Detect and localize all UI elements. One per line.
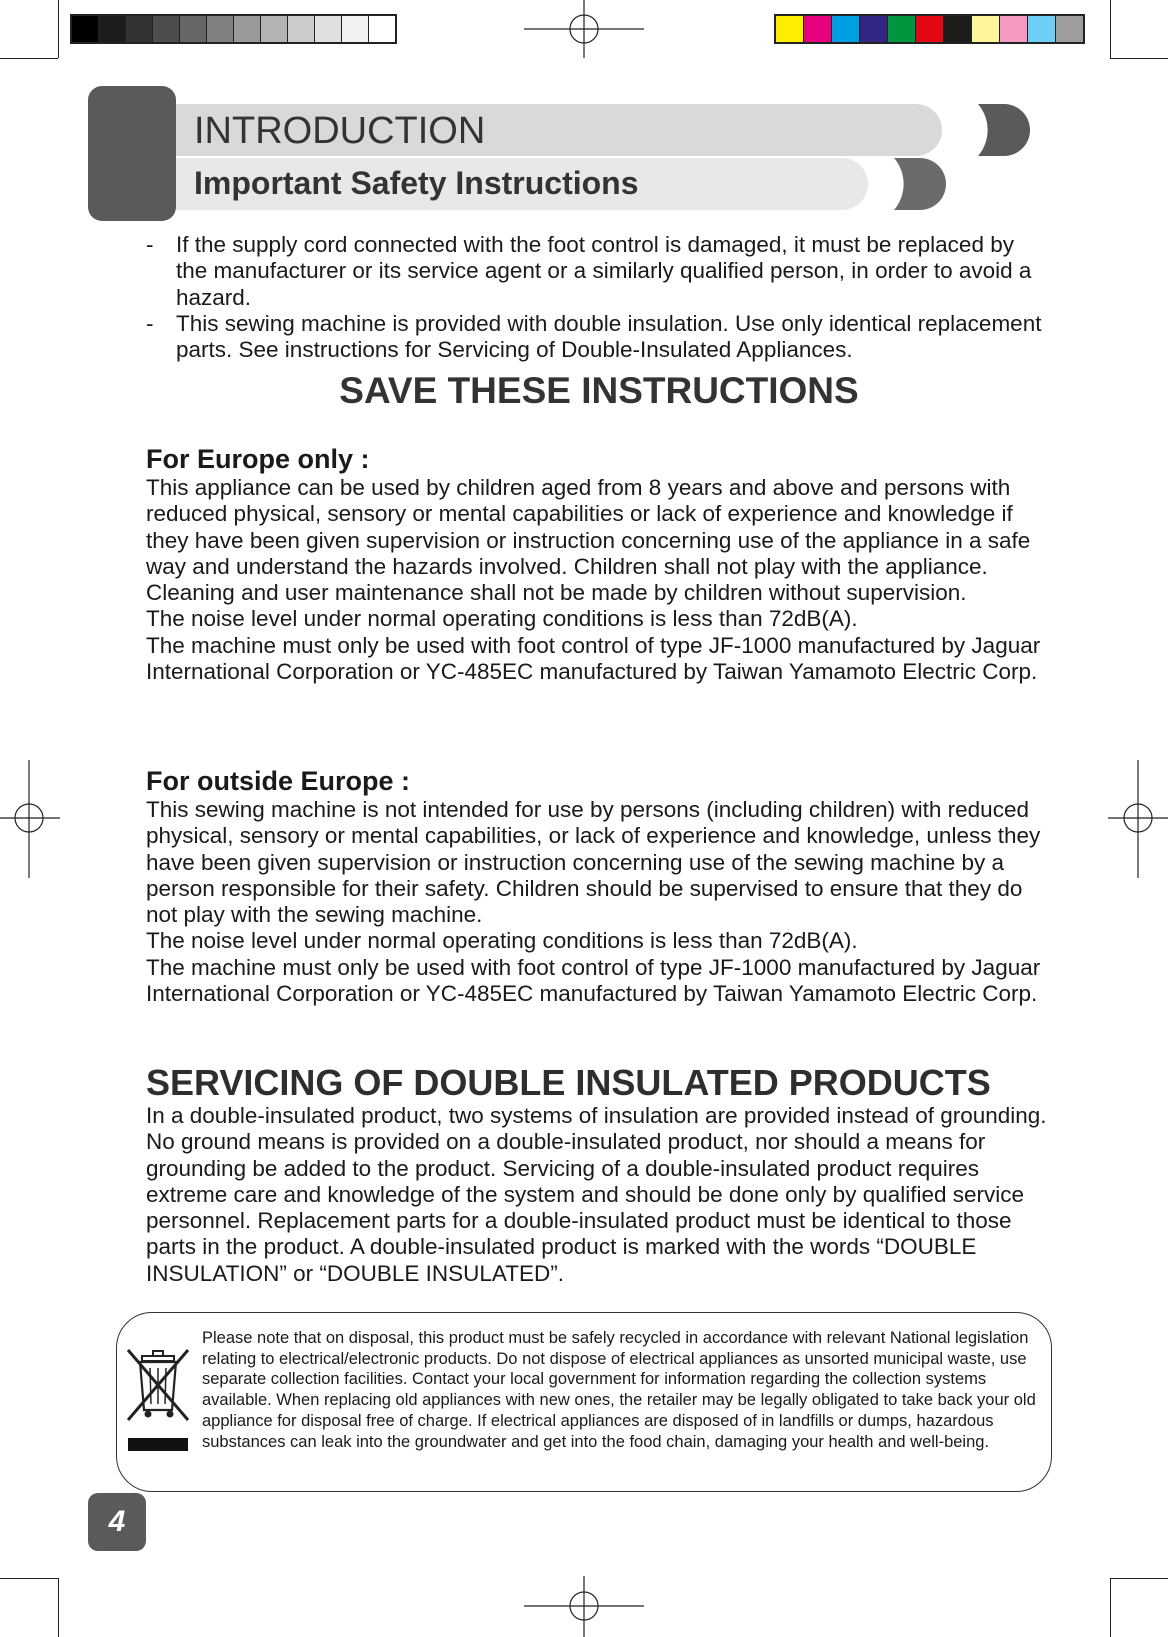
outside-europe-paragraph: This sewing machine is not intended for use by persons (including children) with reduced physical, sensory or mental capabilities, or lack of experience and knowledge, unless they have been given supervision or instruction concerning use of the sewing machine by a person responsible for their safety. Children should be supervised to ensure that they do not play with the sewing machine. xyxy=(146,797,1041,928)
calibration-swatch xyxy=(1028,16,1056,42)
calibration-swatch xyxy=(180,16,207,42)
calibration-swatch xyxy=(776,16,804,42)
outside-europe-paragraph: The machine must only be used with foot control of type JF-1000 manufactured by Jaguar International Corporation or YC-485EC manufactured by Taiwan Yamamoto Electric Corp. xyxy=(146,954,1041,1007)
calibration-swatch xyxy=(972,16,1000,42)
calibration-swatch xyxy=(288,16,315,42)
calibration-swatch xyxy=(832,16,860,42)
servicing-heading: SERVICING OF DOUBLE INSULATED PRODUCTS xyxy=(146,1062,991,1103)
calibration-swatch xyxy=(72,16,99,42)
bullet-dash: - xyxy=(146,310,154,336)
calibration-swatch xyxy=(888,16,916,42)
weee-crossed-bin-icon xyxy=(126,1348,190,1456)
calibration-swatch xyxy=(261,16,288,42)
calibration-swatch xyxy=(804,16,832,42)
grayscale-calibration-bar xyxy=(70,14,397,44)
bullet-dash: - xyxy=(146,232,154,257)
calibration-swatch xyxy=(99,16,126,42)
calibration-swatch xyxy=(1056,16,1083,42)
europe-paragraph: The noise level under normal operating conditions is less than 72dB(A). xyxy=(146,606,858,632)
registration-mark-right-icon xyxy=(1106,760,1168,880)
page-number: 4 xyxy=(88,1493,146,1551)
title-bar-end-cap-icon xyxy=(978,104,1034,158)
servicing-text: In a double-insulated product, two systems of insulation are provided instead of grounding. No ground means is provided on a double-insulated product, nor should a means for grounding be added to the product. Servicing of a double-insulated product requires extreme care and knowledge of the system and should be done only by qualified service personnel. Replacement parts for a double-insulated product must be identical to those parts in the product. A double-insulated product is marked with the words “DOUBLE INSULATION” or “DOUBLE INSULATED”. xyxy=(146,1103,1047,1286)
outside-europe-heading: For outside Europe : xyxy=(146,766,411,796)
registration-mark-bottom-icon xyxy=(524,1576,644,1637)
calibration-swatch xyxy=(126,16,153,42)
calibration-swatch xyxy=(153,16,180,42)
color-calibration-bar xyxy=(774,14,1085,44)
safety-bullet-list xyxy=(146,232,1046,363)
calibration-swatch xyxy=(315,16,342,42)
bullet-text: This sewing machine is provided with double insulation. Use only identical replacement parts. See instructions for Servicing of Double-Insulated Appliances. xyxy=(176,310,1042,363)
save-instructions-heading: SAVE THESE INSTRUCTIONS xyxy=(339,370,859,411)
subtitle-bar-end-cap-icon xyxy=(894,158,950,212)
registration-mark-top-icon xyxy=(524,0,644,60)
europe-paragraph: The machine must only be used with foot control of type JF-1000 manufactured by Jaguar International Corporation or YC-485EC manufactured by Taiwan Yamamoto Electric Corp. xyxy=(146,632,1041,685)
bullet-item xyxy=(146,311,1046,364)
outside-europe-text xyxy=(146,797,1046,1007)
europe-paragraph: This appliance can be used by children aged from 8 years and above and persons with reduced physical, sensory or mental capabilities or lack of experience and knowledge if they have been given supervision or instruction concerning use of the appliance in a safe way and understand the hazards involved. Children shall not play with the appliance. Cleaning and user maintenance shall not be made by children without supervision. xyxy=(146,475,1031,606)
page-title: INTRODUCTION xyxy=(194,110,486,152)
bullet-text: If the supply cord connected with the foot control is damaged, it must be replaced by the manufacturer or its service agent or a similarly qualified person, in order to avoid a hazard. xyxy=(176,232,1032,310)
europe-heading: For Europe only : xyxy=(146,444,370,474)
calibration-swatch xyxy=(234,16,261,42)
europe-text xyxy=(146,475,1046,685)
calibration-swatch xyxy=(342,16,369,42)
page-subtitle: Important Safety Instructions xyxy=(194,165,639,201)
registration-mark-left-icon xyxy=(0,760,62,880)
calibration-swatch xyxy=(944,16,972,42)
calibration-swatch xyxy=(207,16,234,42)
calibration-swatch xyxy=(916,16,944,42)
header-tab-block xyxy=(88,86,176,221)
outside-europe-paragraph: The noise level under normal operating conditions is less than 72dB(A). xyxy=(146,928,858,954)
bullet-item xyxy=(146,232,1046,311)
calibration-swatch xyxy=(369,16,395,42)
calibration-swatch xyxy=(860,16,888,42)
calibration-swatch xyxy=(1000,16,1028,42)
disposal-notice-text: Please note that on disposal, this product must be safely recycled in accordance with relevant National legislation relating to electrical/electronic products. Do not dispose of electrical appliances as unsorted municipal waste, use separate collection facilities. Contact your local government for information regarding the collection systems available. When replacing old appliances with new ones, the retailer may be legally obligated to take back your old appliance for disposal free of charge. If electrical appliances are disposed of in landfills or dumps, hazardous substances can leak into the groundwater and get into the food chain, damaging your health and well-being. xyxy=(202,1329,1036,1451)
